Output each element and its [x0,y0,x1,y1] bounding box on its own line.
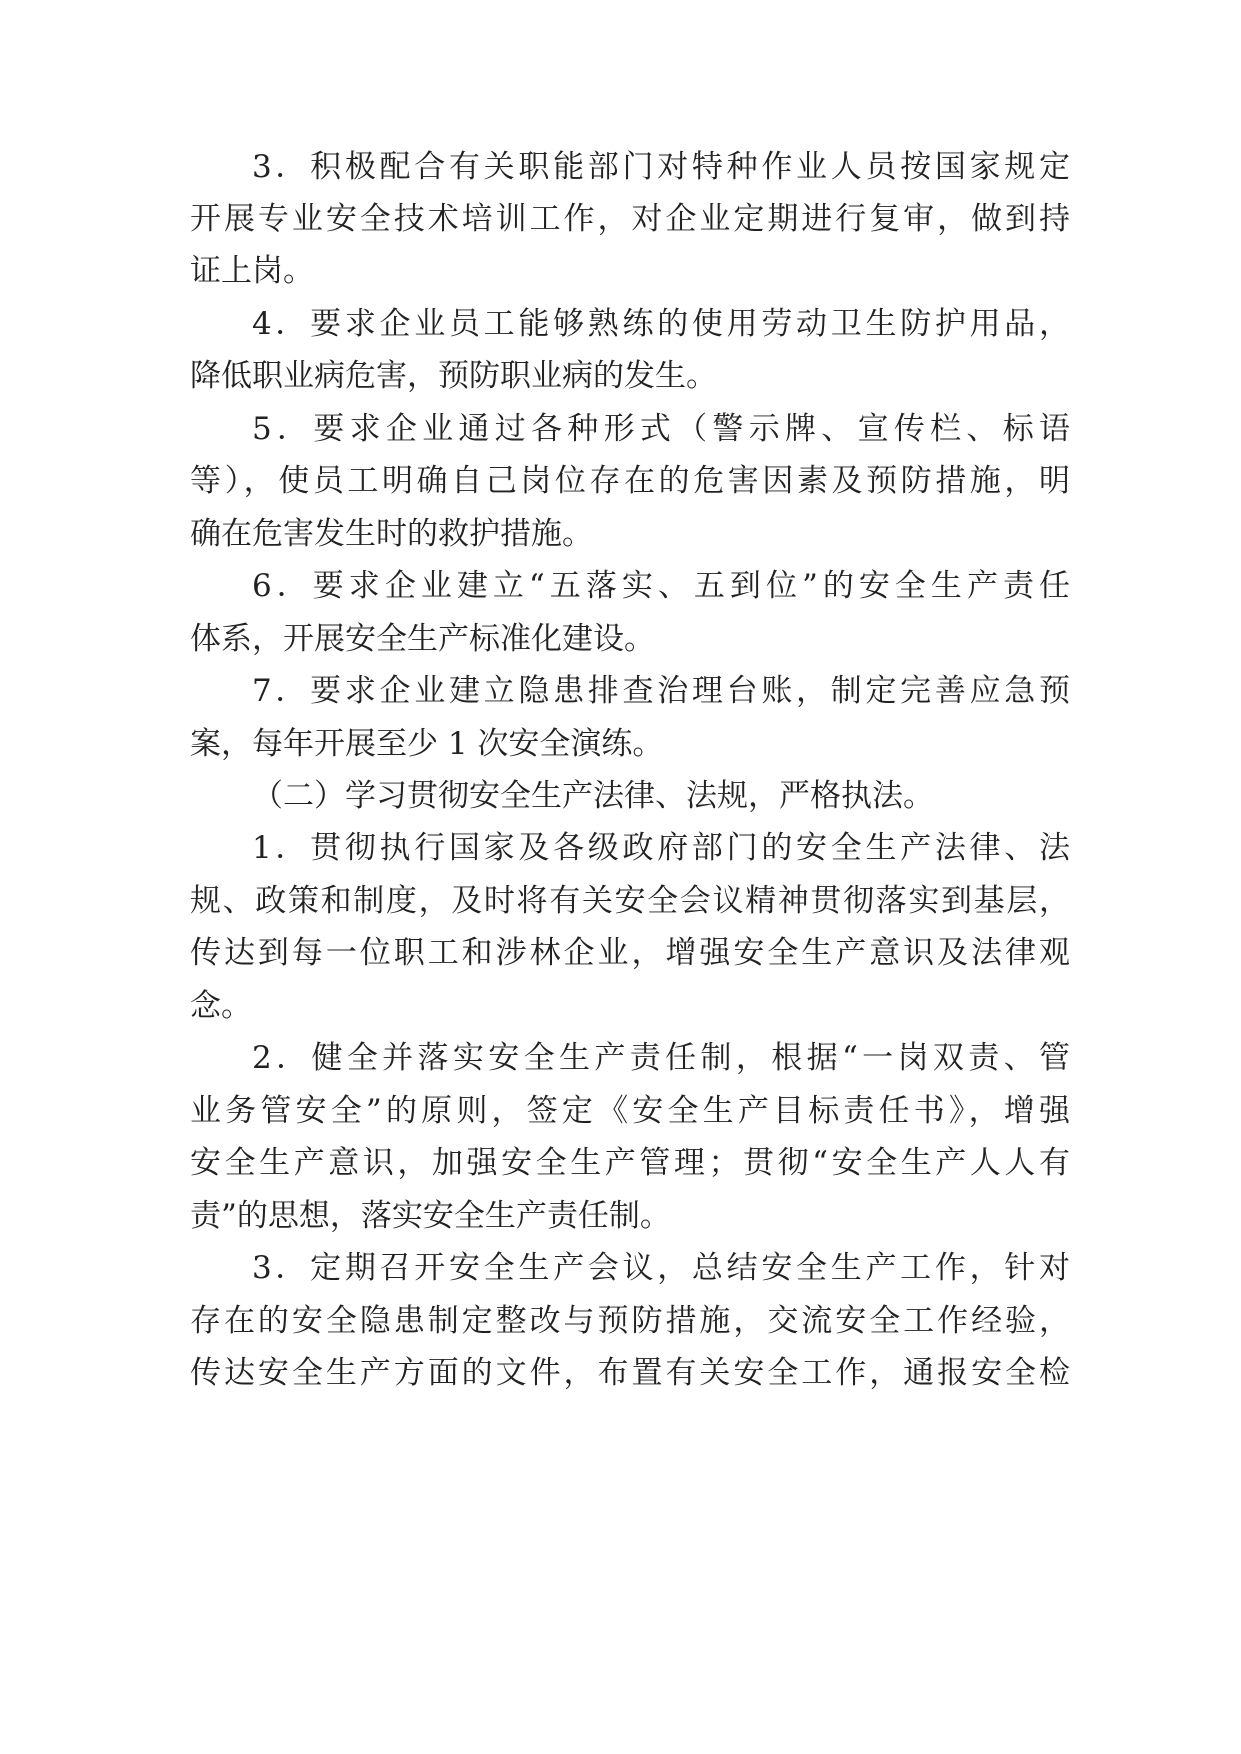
line-22: 3．定期召开安全生产会议，总结安全生产工作，针对 [252,1250,1070,1286]
line-18: 2．健全并落实安全生产责任制，根据“一岗双责、管 [252,1040,1070,1076]
line-19: 业务管安全”的原则，签定《安全生产目标责任书》，增强 [190,1093,1070,1129]
line-21: 责”的思想，落实安全生产责任制。 [190,1198,671,1234]
line-08: 确在危害发生时的救护措施。 [190,516,593,552]
line-24: 传达安全生产方面的文件，布置有关安全工作，通报安全检 [190,1355,1070,1391]
line-10: 体系，开展安全生产标准化建设。 [190,621,655,657]
line-11: 7．要求企业建立隐患排查治理台账，制定完善应急预 [252,673,1070,709]
line-14: 1．贯彻执行国家及各级政府部门的安全生产法律、法 [252,830,1070,866]
line-15: 规、政策和制度，及时将有关安全会议精神贯彻落实到基层， [190,883,1070,919]
line-02: 开展专业安全技术培训工作，对企业定期进行复审，做到持 [190,201,1070,237]
line-17: 念。 [190,988,252,1024]
line-01: 3．积极配合有关职能部门对特种作业人员按国家规定 [252,149,1070,185]
line-23: 存在的安全隐患制定整改与预防措施，交流安全工作经验， [190,1303,1070,1339]
line-09: 6．要求企业建立“五落实、五到位”的安全生产责任 [252,568,1070,604]
line-07: 等），使员工明确自己岗位存在的危害因素及预防措施，明 [190,463,1070,499]
line-20: 安全生产意识，加强安全生产管理；贯彻“安全生产人人有 [190,1145,1070,1181]
line-03: 证上岗。 [190,253,314,289]
line-12: 案，每年开展至少 1 次安全演练。 [190,726,664,762]
line-16: 传达到每一位职工和涉林企业，增强安全生产意识及法律观 [190,935,1070,971]
line-04: 4．要求企业员工能够熟练的使用劳动卫生防护用品， [252,306,1070,342]
line-06: 5．要求企业通过各种形式（警示牌、宣传栏、标语 [252,411,1070,447]
section-heading: （二）学习贯彻安全生产法律、法规，严格执法。 [252,778,934,814]
line-05: 降低职业病危害，预防职业病的发生。 [190,358,717,394]
